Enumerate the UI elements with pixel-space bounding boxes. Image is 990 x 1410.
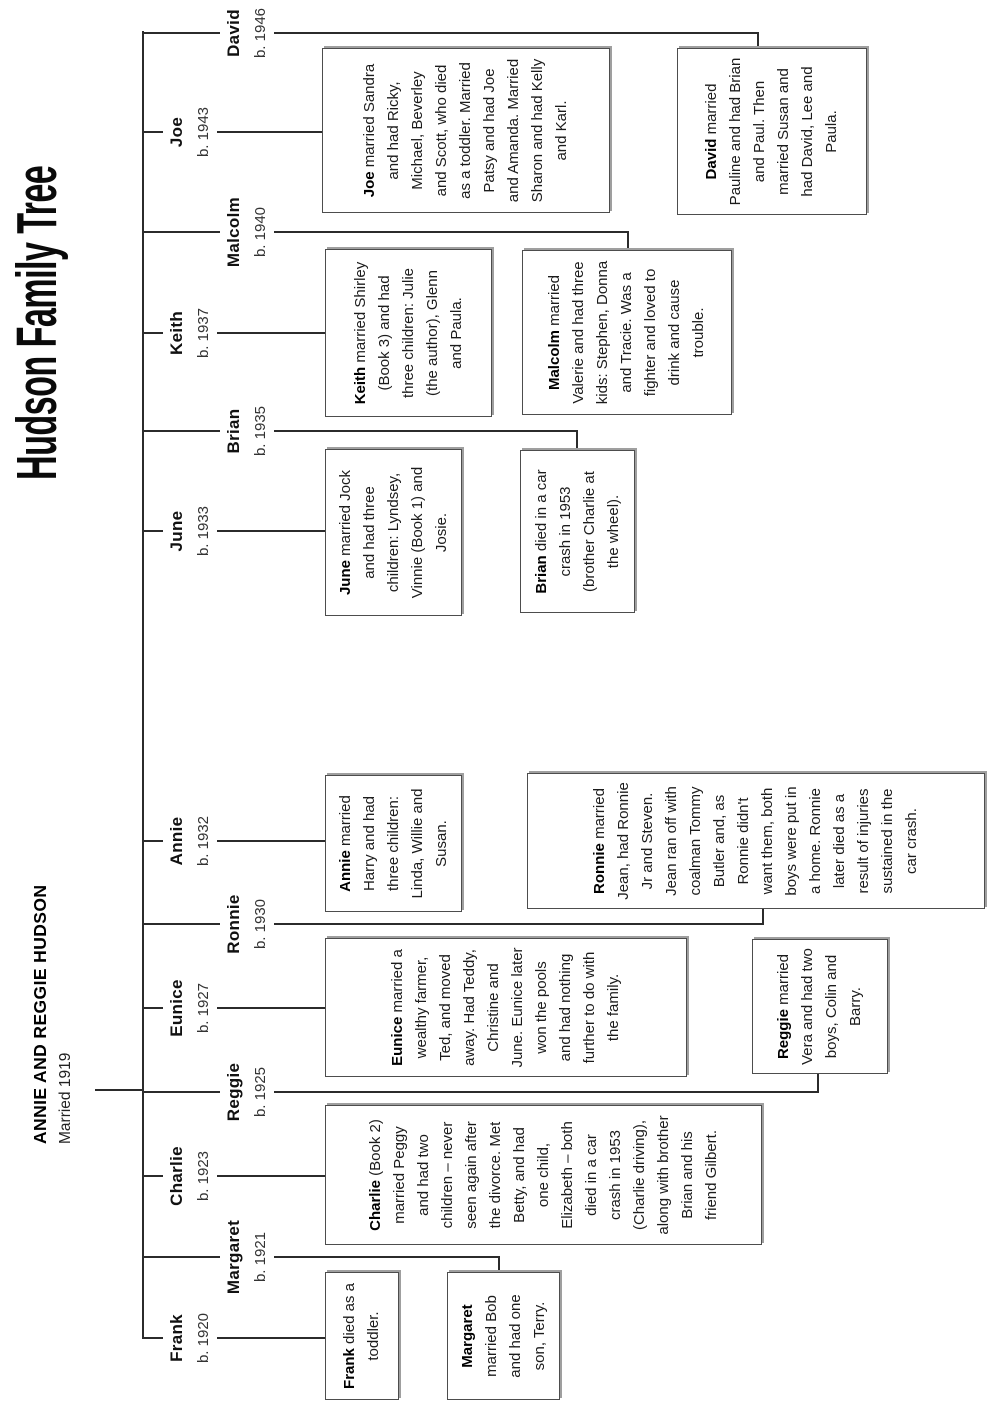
note-frank: Frank died as a toddler.	[325, 1272, 399, 1400]
connector-jog-margaret	[498, 1256, 500, 1273]
person-label-annie	[163, 786, 217, 896]
person-name: June	[167, 510, 186, 552]
connector-jog-malcolm	[627, 231, 629, 251]
sibling-rail-line	[142, 31, 144, 1339]
connector-line-malcolm	[143, 231, 629, 233]
note-annie: Annie married Harry and had three children: Linda, Willie and Susan.	[325, 775, 462, 912]
person-name: Brian	[224, 408, 243, 454]
person-born: b. 1921	[252, 1231, 269, 1283]
person-born: b. 1930	[252, 898, 269, 950]
person-name: Margaret	[224, 1219, 243, 1295]
person-born: b. 1946	[252, 7, 269, 59]
person-label-joe	[163, 77, 217, 187]
parents-drop-line	[95, 1089, 144, 1091]
parents-names: ANNIE AND REGGIE HUDSON	[30, 884, 50, 1144]
person-born: b. 1943	[195, 106, 212, 158]
person-born: b. 1937	[195, 307, 212, 359]
person-label-june	[163, 476, 217, 586]
person-label-keith	[163, 278, 217, 388]
connector-jog-reggie	[817, 1073, 819, 1093]
connector-jog-david	[757, 32, 759, 49]
connector-line-margaret	[143, 1256, 500, 1258]
note-june: June married Jock and had three children: Lyndsey, Vinnie (Book 1) and Josie.	[325, 449, 462, 616]
person-name: Annie	[167, 816, 186, 866]
person-name: David	[224, 9, 243, 57]
person-name: Eunice	[167, 979, 186, 1037]
person-label-eunice	[163, 953, 217, 1063]
person-label-brian	[220, 376, 274, 486]
person-born: b. 1933	[195, 505, 212, 557]
parents-married-date: Married 1919	[57, 1052, 74, 1144]
note-brian: Brian died in a car crash in 1953 (brother Charlie at the wheel).	[520, 450, 635, 613]
note-ronnie: Ronnie married Jean, had Ronnie Jr and Steven. Jean ran off with coalman Tommy Butler and, as Ronnie didn't want them, both boys were put in a home. Ronnie later died as a result of injuries sustained in the car crash.	[527, 773, 985, 909]
note-reggie: Reggie married Vera and had two boys, Colin and Barry.	[752, 939, 888, 1074]
person-label-frank	[163, 1283, 217, 1393]
person-label-reggie	[220, 1037, 274, 1147]
parents-block	[26, 881, 78, 1144]
person-born: b. 1925	[252, 1066, 269, 1118]
connector-line-brian	[143, 430, 578, 432]
person-born: b. 1923	[195, 1150, 212, 1202]
person-label-charlie	[163, 1121, 217, 1231]
note-charlie: Charlie (Book 2) married Peggy and had two children – never seen again after the divorce. Met Betty, and had one child, Elizabeth – both died in a car crash in 1953 (Charlie driving), along with brother Brian and his friend Gilbert.	[325, 1105, 762, 1245]
connector-jog-brian	[576, 430, 578, 451]
note-malcolm: Malcolm married Valerie and had three kids: Stephen, Donna and Tracie. Was a fighter and loved to drink and cause trouble.	[522, 250, 732, 415]
person-label-margaret	[220, 1202, 274, 1312]
person-born: b. 1927	[195, 982, 212, 1034]
note-david: David married Pauline and had Brian and Paul. Then married Susan and had David, Lee and Paula.	[677, 48, 867, 215]
person-name: Charlie	[167, 1146, 186, 1206]
person-name: Reggie	[224, 1062, 243, 1122]
note-eunice: Eunice married a wealthy farmer, Ted, and moved away. Had Teddy, Christine and June. Eunice later won the pools and had nothing further to do with the family.	[325, 938, 687, 1077]
person-label-malcolm	[220, 177, 274, 287]
person-born: b. 1935	[252, 405, 269, 457]
person-born: b. 1920	[195, 1312, 212, 1364]
connector-jog-ronnie	[762, 908, 764, 925]
page-title: Hudson Family Tree	[5, 165, 69, 480]
person-label-ronnie	[220, 869, 274, 979]
person-label-david	[220, 0, 274, 77]
person-name: Keith	[167, 311, 186, 355]
person-name: Frank	[167, 1314, 186, 1362]
person-name: Malcolm	[224, 196, 243, 268]
person-name: Joe	[167, 116, 186, 148]
person-born: b. 1932	[195, 815, 212, 867]
note-joe: Joe married Sandra and had Ricky, Michael, Beverley and Scott, who died as a toddler. Married Patsy and had Joe and Amanda. Married Sharon and had Kelly and Karl.	[322, 48, 610, 213]
note-keith: Keith married Shirley (Book 3) and had three children: Julie (the author), Glenn and Paula.	[325, 249, 492, 417]
person-name: Ronnie	[224, 894, 243, 954]
note-margaret: Margaret married Bob and had one son, Terry.	[447, 1272, 560, 1400]
person-born: b. 1940	[252, 206, 269, 258]
